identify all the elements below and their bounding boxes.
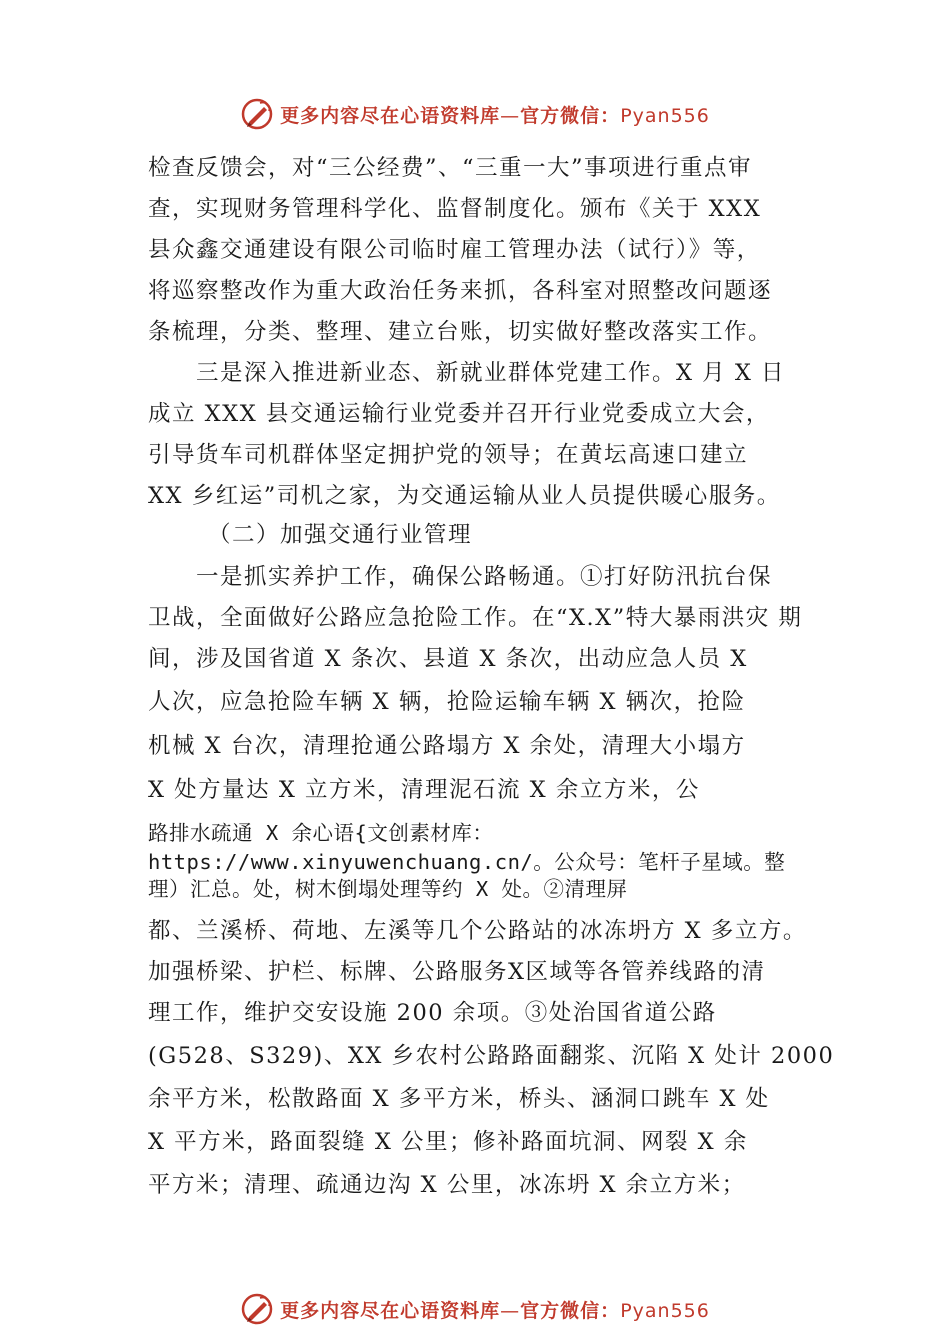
text-line: 县众鑫交通建设有限公司临时雇工管理办法（试行）》等，: [148, 237, 761, 263]
text-line: 都、兰溪桥、荷地、左溪等几个公路站的冰冻坍方 X 多立方。: [148, 918, 807, 944]
paragraph-start-line: 三是深入推进新业态、新就业群体党建工作。X 月 X 日: [196, 360, 785, 386]
text-line: 加强桥梁、护栏、标牌、公路服务X区域等各管养线路的清: [148, 959, 766, 985]
text-line: X 处方量达 X 立方米，清理泥石流 X 余立方米，公: [148, 777, 700, 803]
text-line: https://www.xinyuwenchuang.cn/。公众号：笔杆子星域。整: [148, 850, 786, 874]
text-line: 平方米；清理、疏通边沟 X 公里，冰冻坍 X 余立方米；: [148, 1172, 746, 1198]
text-line: 成立 XXX 县交通运输行业党委并召开行业党委成立大会，: [148, 401, 770, 427]
banner-main-text: 更多内容尽在心语资料库: [280, 1299, 501, 1322]
banner-wechat-label: 官方微信：: [520, 104, 621, 127]
text-line: 人次，应急抢险车辆 X 辆，抢险运输车辆 X 辆次，抢险: [148, 689, 746, 715]
text-line: 机械 X 台次，清理抢通公路塌方 X 余处，清理大小塌方: [148, 733, 746, 759]
text-line: 余平方米，松散路面 X 多平方米，桥头、涵洞口跳车 X 处: [148, 1086, 770, 1112]
text-line: 理工作，维护交安设施 200 余项。③处治国省道公路: [148, 1000, 717, 1026]
banner-wechat-label: 官方微信：: [520, 1299, 621, 1322]
text-line: 理）汇总。处，树木倒塌处理等约 X 处。②清理屏: [148, 877, 628, 901]
text-line: 路排水疏通 X 余心语{文创素材库：: [148, 821, 494, 845]
text-line: 检查反馈会，对“三公经费”、“三重一大”事项进行重点审: [148, 155, 753, 181]
header-banner: [0, 94, 950, 134]
text-line: 间，涉及国省道 X 条次、县道 X 条次，出动应急人员 X: [148, 646, 748, 672]
text-line: 查，实现财务管理科学化、监督制度化。颁布《关于 XXX: [148, 196, 762, 222]
pen-logo-icon: [240, 97, 274, 131]
banner-text: [280, 1296, 710, 1323]
text-line: 条梳理，分类、整理、建立台账，切实做好整改落实工作。: [148, 319, 773, 345]
banner-main-text: 更多内容尽在心语资料库: [280, 104, 501, 127]
section-heading: （二）加强交通行业管理: [208, 522, 473, 548]
banner-wechat-id: Pyan556: [620, 1299, 710, 1322]
text-line: 将巡察整改作为重大政治任务来抓，各科室对照整改问题逐: [148, 278, 773, 304]
paragraph-start-line: 一是抓实养护工作，确保公路畅通。①打好防汛抗台保: [196, 564, 773, 590]
text-line: 引导货车司机群体坚定拥护党的领导；在黄坛高速口建立: [148, 442, 749, 468]
text-line: (G528、S329)、XX 乡农村公路路面翻浆、沉陷 X 处计 2000: [148, 1043, 835, 1069]
footer-banner: [0, 1289, 950, 1329]
pen-logo-icon: [240, 1292, 274, 1326]
banner-dash: —: [500, 1299, 521, 1322]
banner-dash: —: [500, 104, 521, 127]
banner-text: [280, 101, 710, 128]
text-line: 卫战，全面做好公路应急抢险工作。在“X.X”特大暴雨洪灾 期: [148, 605, 803, 631]
text-line: X 平方米，路面裂缝 X 公里；修补路面坑洞、网裂 X 余: [148, 1129, 748, 1155]
text-line: XX 乡红运”司机之家，为交通运输从业人员提供暖心服务。: [148, 483, 781, 509]
banner-wechat-id: Pyan556: [620, 104, 710, 127]
